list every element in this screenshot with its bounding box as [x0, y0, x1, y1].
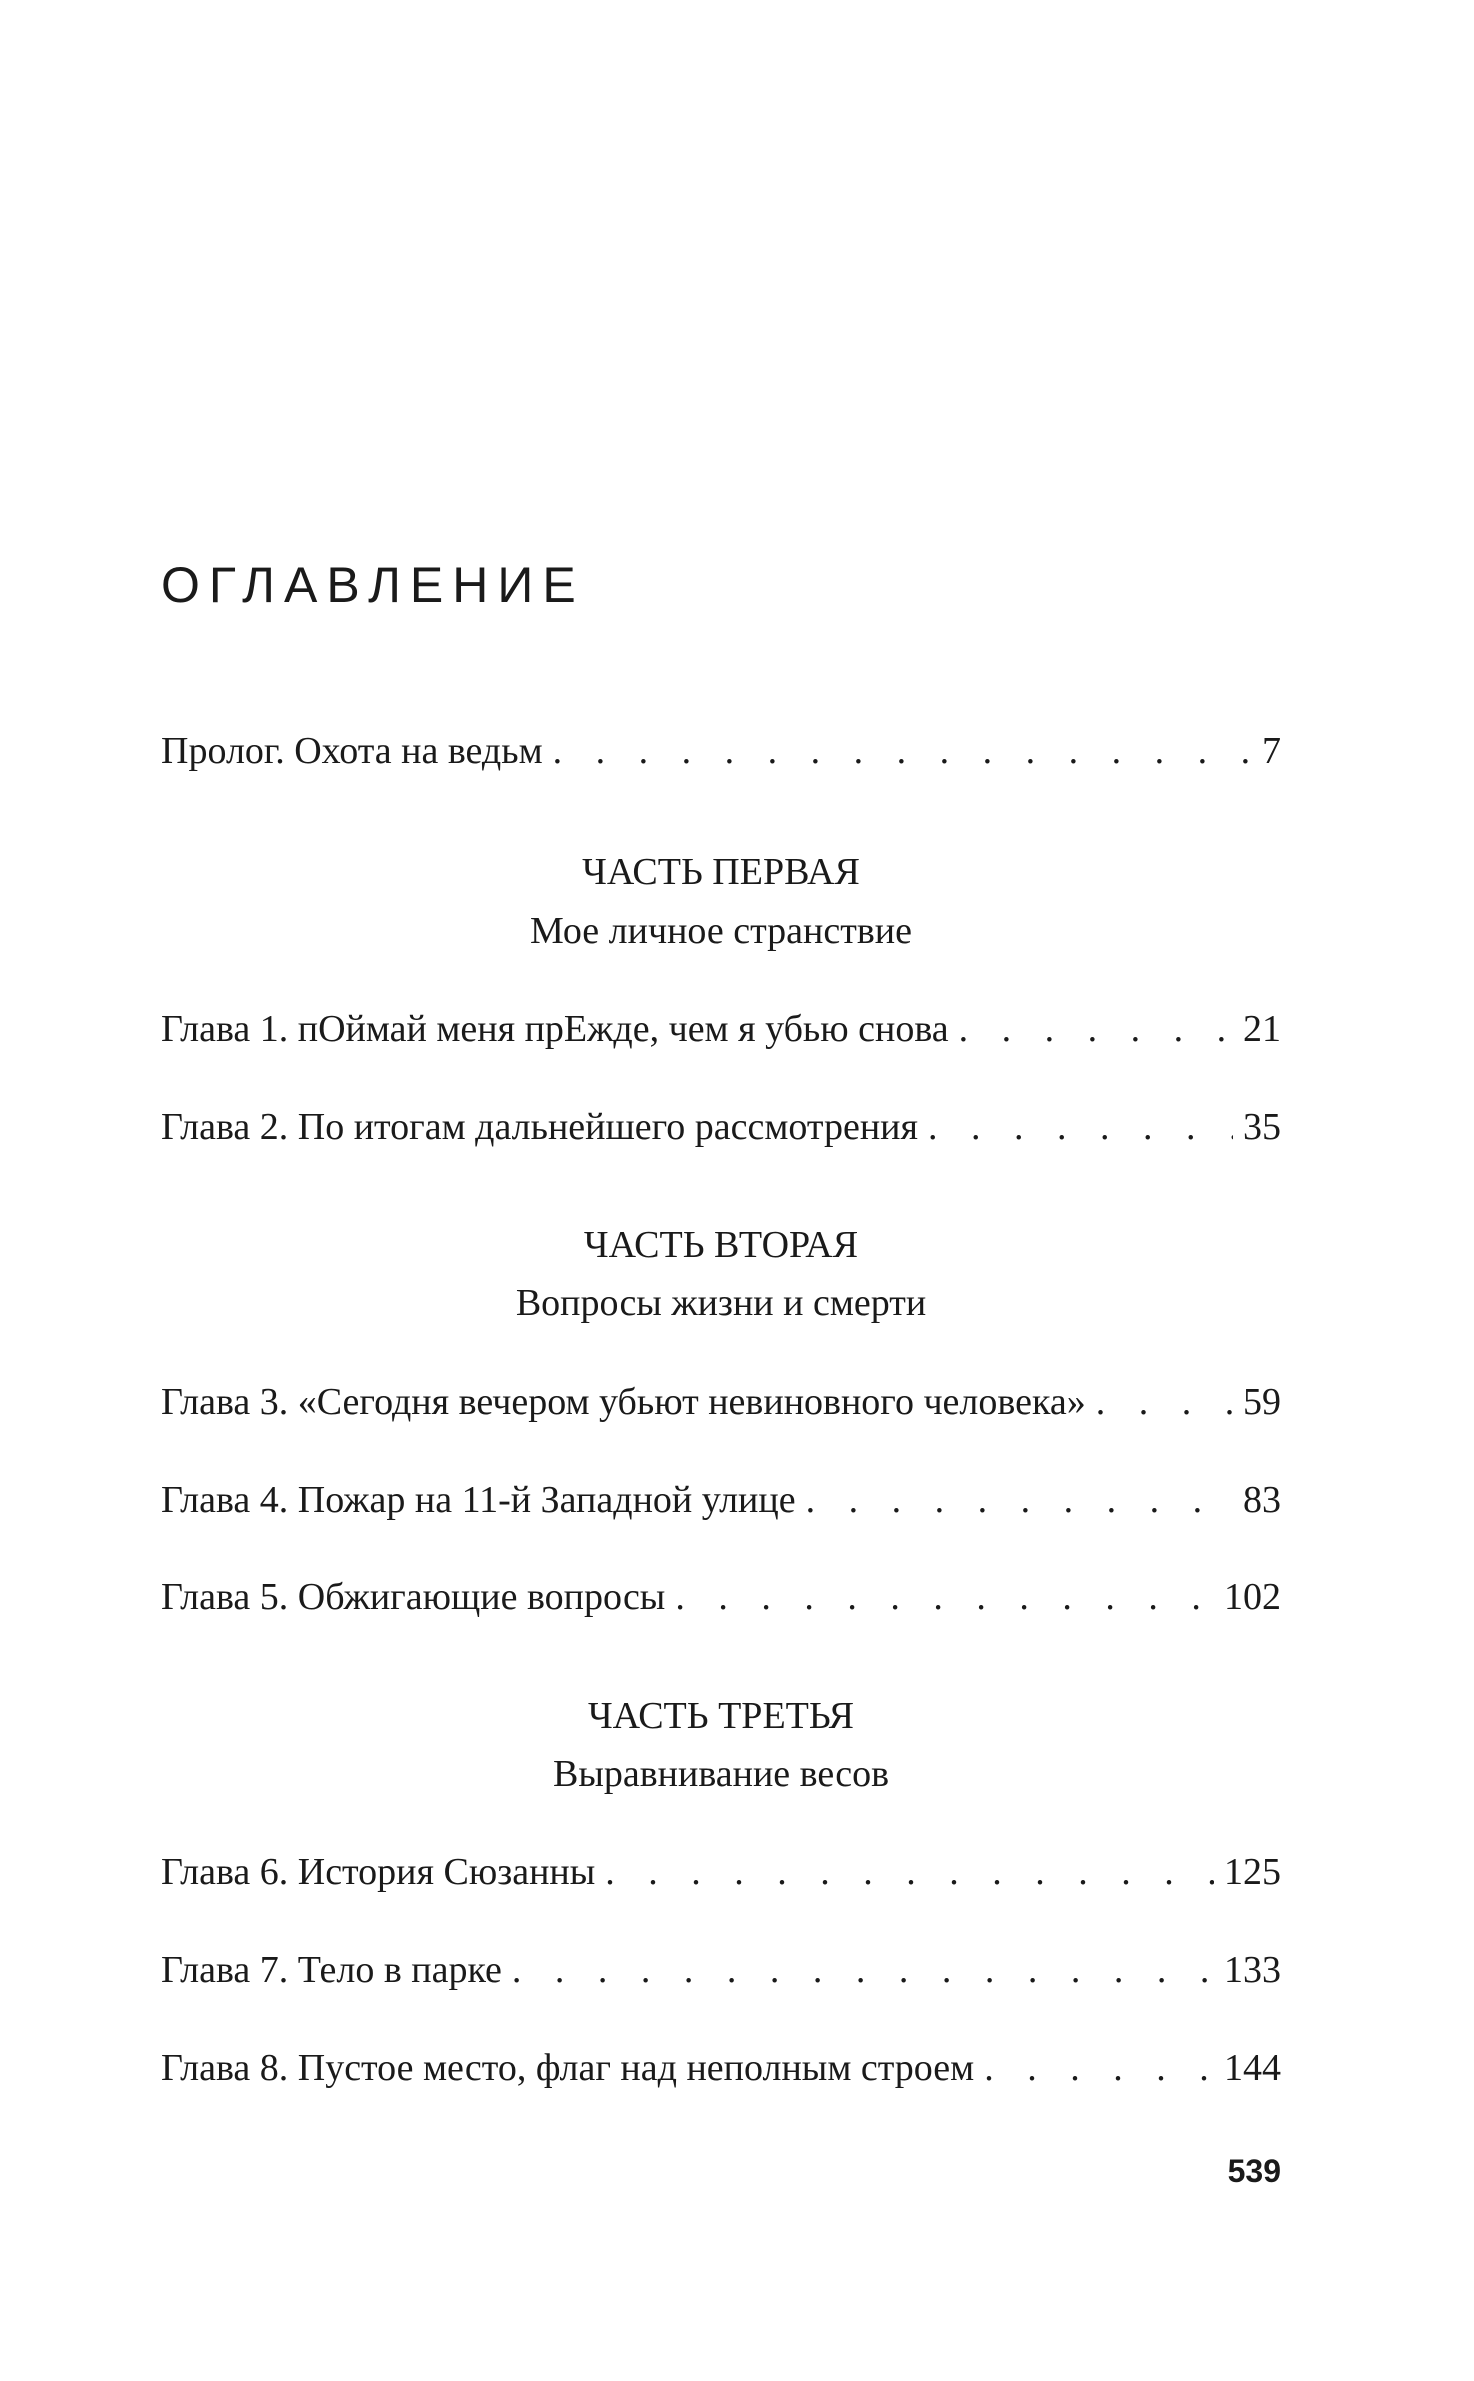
dot-leader [984, 2049, 1214, 2087]
page-number-folio: 539 [1227, 2153, 1281, 2189]
book-page [161, 0, 1281, 2381]
dot-leader [553, 732, 1252, 770]
toc-entry-chapter-1 [161, 1010, 1281, 1048]
toc-entry-chapter-7 [161, 1951, 1281, 1989]
entry-page-number: 21 [1243, 1008, 1281, 1050]
entry-title: Глава 5. Обжигающие вопросы [161, 1576, 666, 1618]
entry-page-number: 102 [1224, 1576, 1281, 1618]
part-1-subtitle: Мое личное странствие [529, 910, 912, 952]
toc-entry-prologue [161, 732, 1281, 770]
entry-page-number: 35 [1243, 1106, 1281, 1148]
part-1-heading: ЧАСТЬ ПЕРВАЯ [582, 851, 860, 893]
dot-leader [959, 1010, 1233, 1048]
part-2-heading: ЧАСТЬ ВТОРАЯ [583, 1224, 859, 1266]
toc-entry-chapter-6 [161, 1853, 1281, 1891]
entry-title: Пролог. Охота на ведьм [161, 730, 543, 772]
dot-leader [605, 1853, 1214, 1891]
entry-title: Глава 6. История Сюзанны [161, 1851, 596, 1893]
entry-title: Глава 4. Пожар на 11-й Западной улице [161, 1479, 796, 1521]
part-2-subtitle: Вопросы жизни и смерти [515, 1282, 927, 1324]
part-3-heading: ЧАСТЬ ТРЕТЬЯ [587, 1695, 855, 1737]
dot-leader [1096, 1383, 1233, 1421]
entry-title: Глава 3. «Сегодня вечером убьют невиновного человека» [161, 1381, 1086, 1423]
toc-title: ОГЛАВЛЕНИЕ [161, 557, 585, 613]
part-3-subtitle: Выравнивание весов [552, 1753, 890, 1795]
entry-title: Глава 2. По итогам дальнейшего рассмотрения [161, 1106, 918, 1148]
entry-title: Глава 1. пОймай меня прЕжде, чем я убью снова [161, 1008, 949, 1050]
entry-page-number: 83 [1243, 1479, 1281, 1521]
dot-leader [806, 1481, 1233, 1519]
entry-title: Глава 8. Пустое место, флаг над неполным строем [161, 2047, 975, 2089]
dot-leader [928, 1108, 1233, 1146]
entry-page-number: 133 [1224, 1949, 1281, 1991]
entry-page-number: 7 [1262, 730, 1281, 772]
toc-entry-chapter-3 [161, 1383, 1281, 1421]
toc-entry-chapter-8 [161, 2049, 1281, 2087]
toc-entry-chapter-4 [161, 1481, 1281, 1519]
toc-entry-chapter-5 [161, 1578, 1281, 1616]
entry-page-number: 144 [1224, 2047, 1281, 2089]
dot-leader [512, 1951, 1214, 1989]
entry-page-number: 125 [1224, 1851, 1281, 1893]
entry-page-number: 59 [1243, 1381, 1281, 1423]
toc-entry-chapter-2 [161, 1108, 1281, 1146]
dot-leader [675, 1578, 1214, 1616]
entry-title: Глава 7. Тело в парке [161, 1949, 502, 1991]
